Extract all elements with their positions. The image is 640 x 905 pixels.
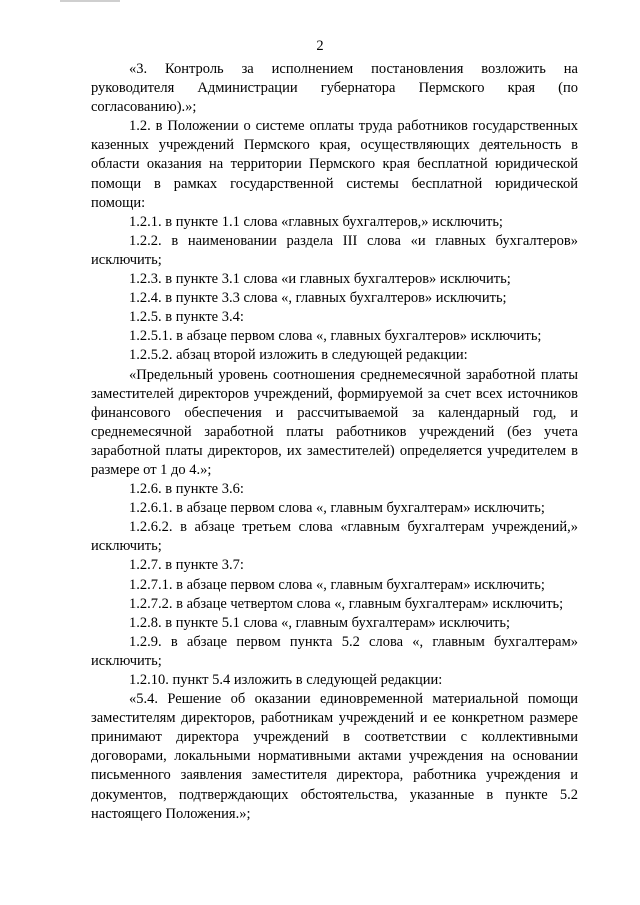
scan-edge-mark [60,0,120,2]
paragraph: 1.2.6.1. в абзаце первом слова «, главным бухгалтерам» исключить; [129,500,545,517]
paragraph: 1.2.10. пункт 5.4 изложить в следующей редакции: [129,672,443,688]
page-number: 2 [316,38,324,54]
paragraph: 1.2.6.2. в абзаце третьем слова «главным бухгалтерам учреждений,» исключить; [91,519,578,555]
paragraph: «Предельный уровень соотношения среднемесячной заработной платы заместителей директоров учреждений, формируемой за счет всех источников финансового обеспечения и рассчитываемой за календарный год, и среднемесячной заработной платы работников учреждений (без учета заработной платы директоров, их заместителей) определяется учредителем в размере от 1 до 4.»; [91,366,578,478]
paragraph: 1.2.5. в пункте 3.4: [129,309,244,326]
paragraph: 1.2.1. в пункте 1.1 слова «главных бухгалтеров,» исключить; [129,213,503,230]
paragraph: 1.2.9. в абзаце первом пункта 5.2 слова «, главным бухгалтерам» исключить; [91,633,578,669]
paragraph: 1.2.7. в пункте 3.7: [129,557,244,574]
paragraph: 1.2.8. в пункте 5.1 слова «, главным бухгалтерам» исключить; [129,614,511,631]
paragraph: 1.2.6. в пункте 3.6: [129,481,244,498]
paragraph: 1.2. в Положении о системе оплаты труда работников государственных казенных учреждений Пермского края, осуществляющих деятельность в области оказания на территории Пермского края бесплатной юридической помощи в рамках государственной системы бесплатной юридической помощи: [91,118,578,211]
paragraph: 1.2.3. в пункте 3.1 слова «и главных бухгалтеров» исключить; [129,271,511,288]
paragraph: 1.2.7.1. в абзаце первом слова «, главным бухгалтерам» исключить; [129,576,545,593]
paragraph: 1.2.5.1. в абзаце первом слова «, главных бухгалтеров» исключить; [129,328,542,345]
paragraph: 1.2.4. в пункте 3.3 слова «, главных бухгалтеров» исключить; [129,290,507,307]
paragraph: 1.2.7.2. в абзаце четвертом слова «, главным бухгалтерам» исключить; [129,595,564,612]
paragraph: «3. Контроль за исполнением постановления возложить на руководителя Администрации губернатора Пермского края (по согласованию).»; [91,61,578,116]
paragraph: 1.2.2. в наименовании раздела III слова «и главных бухгалтеров» исключить; [91,232,578,268]
document-body [91,60,578,824]
paragraph: 1.2.5.2. абзац второй изложить в следующей редакции: [129,347,468,364]
paragraph: «5.4. Решение об оказании единовременной материальной помощи заместителям директоров, работникам учреждений и ее конкретном размере принимают директора учреждений в соответствии с коллективными договорами, локальными нормативными актами учреждения на основании письменного заявления заместителя директора, работника учреждения и документов, подтверждающих обстоятельства, указанные в пункте 5.2 настоящего Положения.»; [91,691,578,822]
